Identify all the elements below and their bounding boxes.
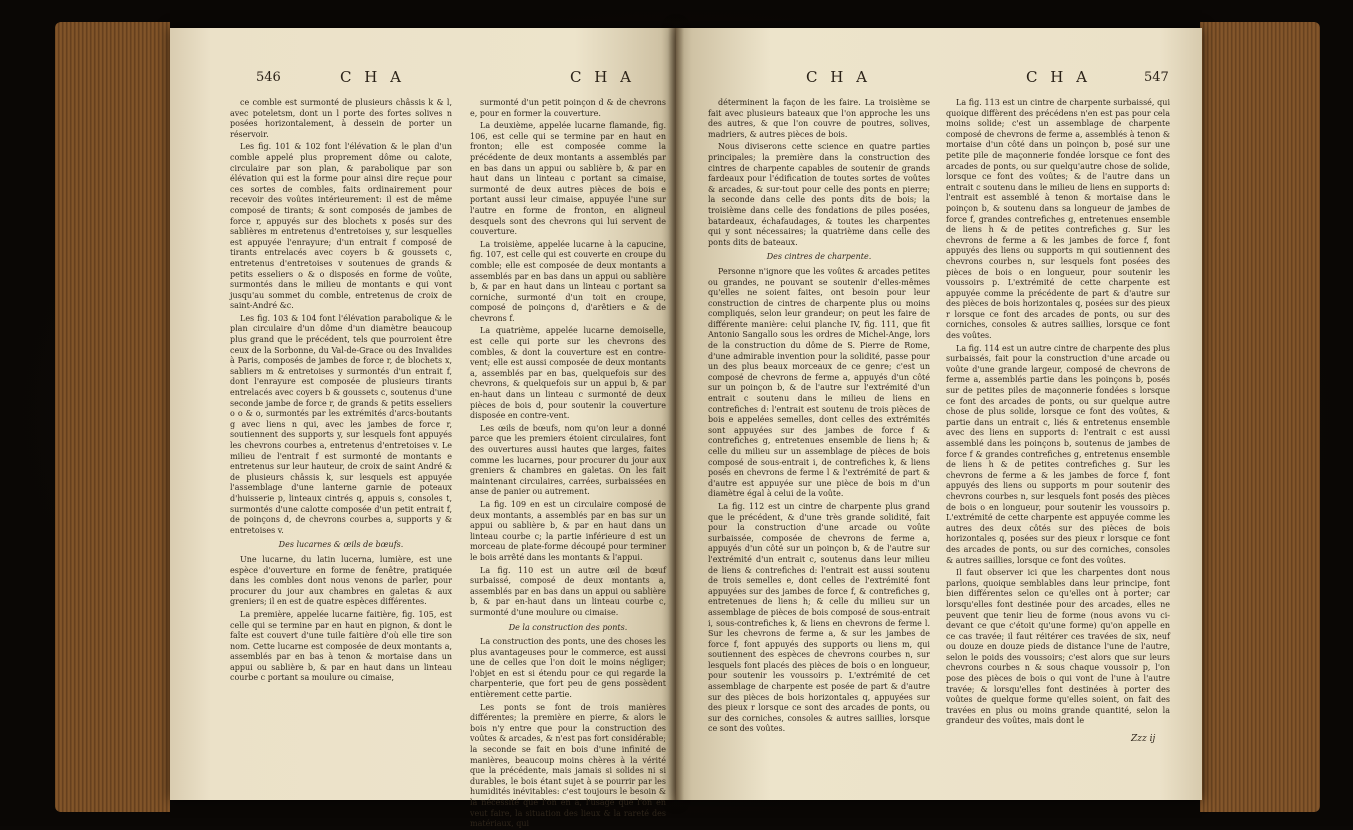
page-number-left: 546 [256,70,281,85]
paragraph: La première, appelée lucarne faitière, fig. 105, est celle qui se termine par en haut en pignon, & dont le faîte est couvert d'une tuile faitière d'où elle tire son nom. Cette lucarne est composée de deux montants a, assemblés par en bas à tenon & mortaise dans un appui ou sablière b, & par en haut dans un linteau courbe c portant sa moulure ou cimaise, [230,609,452,683]
book-gutter [668,28,684,800]
paragraph: La quatrième, appelée lucarne demoiselle, est celle qui porte sur les chevrons des combles, & dont la couverture est en contre-vent; elle est aussi composée de deux montants a, assemblés par en bas, quelquefois sur des chevrons, & quelquefois sur un appui b, & par en-haut dans un linteau c surmonté de deux pièces de bois d, pour soutenir la couverture disposée en contre-vent. [470,326,666,421]
paragraph: déterminent la façon de les faire. La troisième se fait avec plusieurs bateaux que l'on approche les uns des autres, & que l'on couvre de poutres, solives, madriers, & autres pièces de bois. [708,98,930,139]
paragraph: Personne n'ignore que les voûtes & arcades petites ou grandes, ne pouvant se soutenir d'elles-mêmes qu'elles ne soient faites, ont besoin pour leur construction de cintres de charpente plus ou moins compliqués, selon leur grandeur; on peut les faire de différente manière: celui planche IV, fig. 111, que fit Antonio Sangallo sous les ordres de Michel-Ange, lors de la construction du dôme de S. Pierre de Rome, d'une admirable invention pour la solidité, passe pour un des plus beaux morceaux de ce genre; c'est un composé de chevrons de ferme a, appuyés d'un côté sur un poinçon b, & de l'autre sur l'extrémité d'un entrait c soutenu dans le milieu de liens en contrefiches d: l'entrait est soutenu de trois pièces de bois e appelées semelles, dont celles des extrémités sont appuyées sur des jambes de force f & contrefiches g, entretenues ensemble de liens h; & celle du milieu sur un assemblage de pièces de bois composé de sous-entrait i, de contrefiches k, & liens posés en chevrons de ferme l & l'extrémité de part & d'autre est appuyée sur une pièce de bois m d'un diamètre égal à celui de la voûte. [708,266,930,499]
left-column-2 [470,98,666,829]
left-page [170,28,676,829]
left-column-1 [230,98,452,728]
paragraph: Les œils de bœufs, nom qu'on leur a donné parce que les premiers étoient circulaires, font des ouvertures aussi hautes que larges, faites comme les lucarnes, pour procurer du jour aux greniers & chambres en galetas. On les fait maintenant circulaires, carrées, surbaissées en anse de panier ou autrement. [470,423,666,497]
page-number-right: 547 [1144,70,1169,85]
paragraph: La fig. 113 est un cintre de charpente surbaissé, qui quoique diffèrent des précédens n'en est pas pour cela moins solide; c'est un assemblage de charpente composé de chevrons de ferme a, assemblés à tenon & mortaise d'un côté dans un poinçon b, posé sur une petite pile de maçonnerie fondée lorsque ce font des arcades de ponts, ou sur quelqu'autre chose de solide, lorsque ce font des voûtes; & de l'autre dans un entrait c soutenu dans le milieu de liens en supports d: l'entrait est assemblé à tenon & mortaise dans le poinçon b, & soutenu dans sa longueur de jambes de force f, grandes contrefiches g, entretenues ensemble de liens h & de petites contrefiches g. Sur les chevrons de ferme a & les jambes de force f, font appuyés des liens ou supports m qui soutiennent des chevrons courbes n, sur lesquels font posées des pièces de bois o en longueur, pour soutenir les voussoirs p. L'extrémité de cette charpente est appuyée comme la précédente de part & d'autre sur des pièces de bois horizontales q, posées sur des pieux r lorsque ce font des arcades de ponts, ou sur des corniches, consoles & autres saillies, lorsque ce font des voûtes. [946,98,1170,341]
section-heading: De la construction des ponts. [508,622,628,632]
running-head-right-2: C H A [1026,68,1091,86]
paragraph: La fig. 110 est un autre œil de bœuf surbaissé, composé de deux montants a, assemblés par en bas dans un appui ou sablière b, & par en-haut dans un linteau courbe c, surmonté d'une moulure ou cimaise. [470,565,666,617]
right-page [676,28,1202,800]
paragraph: Les ponts se font de trois manières différentes; la première en pierre, & alors le bois n'y entre que pour la construction des voûtes & arcades, & n'est pas fort considérable; la seconde se fait en bois d'une infinité de manières, beaucoup moins chères à la vérité que la précédente, mais jamais si solides ni si durables, le bois étant sujet à se pourrir par les humidités inévitables: c'est toujours le besoin & la nécessité que l'on en a, l'usage que l'on en veut faire, la situation des lieux & la rareté des matériaux, qui [470,702,666,829]
book-cover-left [55,22,170,812]
paragraph: La troisième, appelée lucarne à la capucine, fig. 107, est celle qui est couverte en croupe du comble; elle est composée de deux montants a assemblés par en bas dans un appui ou sablière b, & par en haut dans un linteau c portant sa corniche, surmonté d'un toit en croupe, composé de poinçons d, d'arêtiers e & de chevrons f. [470,239,666,323]
paragraph: La fig. 109 en est un circulaire composé de deux montants, a assemblés par en bas sur un appui ou sablière b, & par en haut dans un linteau courbe c; la partie inférieure d est un morceau de plate-forme découpé pour terminer le bois arrêté dans les montants & l'appui. [470,499,666,562]
section-heading: Des lucarnes & œils de bœufs. [278,540,404,550]
right-column-2 [946,98,1170,728]
section-heading: Des cintres de charpente. [766,252,872,262]
paragraph: Il faut observer ici que les charpentes dont nous parlons, quoique semblables dans leur principe, font bien différentes selon ce qu'elles ont à porter; car lorsqu'elles font destinée pour des arcades, elles ne peuvent que tenir lieu de forme (nous avons vu ci-devant ce que c'étoit qu'une forme) qu'on appelle en ce cas travée; il faut réitérer ces travées de six, neuf ou douze en douze pieds de distance l'une de l'autre, selon le poids des voussoirs; c'est alors que sur leurs chevrons courbes n & sous chaque voussoir p, l'on pose des pièces de bois o qui vont de l'une à l'autre travée; & lorsqu'elles font destinées à porter des voûtes de quelque forme qu'elles soient, on fait des travées en plus ou moins grande quantité, selon la grandeur des voûtes, mais dont le [946,568,1170,726]
signature-mark: Zzz ij [1131,734,1156,744]
paragraph: ce comble est surmonté de plusieurs châssis k & l, avec poteletsm, dont un l porte des fortes solives n posées horizontalement, à dessein de porter un réservoir. [230,98,452,139]
running-head-left-1: C H A [340,68,405,86]
book-cover-right [1200,22,1320,812]
running-head-right-1: C H A [806,68,871,86]
paragraph: surmonté d'un petit poinçon d & de chevrons e, pour en former la couverture. [470,98,666,118]
paragraph: Une lucarne, du latin lucerna, lumière, est une espèce d'ouverture en forme de fenêtre, pratiquée dans les combles dont nous venons de parler, pour procurer du jour aux chambres en galetas & aux greniers; il en est de quatre espèces différentes. [230,554,452,607]
running-head-left-2: C H A [570,68,635,86]
paragraph: La construction des ponts, une des choses les plus avantageuses pour le commerce, est aussi une de celles que l'on doit le moins négliger; l'objet en est si étendu pour ce qui regarde la charpenterie, que fort peu de gens possèdent entièrement cette partie. [470,637,666,700]
paragraph: Nous diviserons cette science en quatre parties principales; la première dans la construction des cintres de charpente capables de soutenir de grands fardeaux pour l'édification de toutes sortes de voûtes & arcades, & sur-tout pour celle des ponts en pierre; la seconde dans celle des ponts dits de bois; la troisième dans celle des fondations de piles posées, batardeaux, échafaudages, & toutes les charpentes qui y sont nécessaires; la quatrième dans celle des ponts dits de bateaux. [708,142,930,247]
paragraph: Les fig. 101 & 102 font l'élévation & le plan d'un comble appelé plus proprement dôme ou calote, circulaire par son plan, & parabolique par son élévation qui est la forme pour ainsi dire reçue pour ces sortes de combles, faits ordinairement pour recevoir des voûtes intérieurement: il est de même composé de tirants; & sont composés de jambes de force r, appuyés sur des blochets x posés sur des sablières m entretenus d'entretoises y, sur lesquelles est appuyée l'enrayure; d'un entrait f composé de tirants entrelacés avec coyers b & goussets c, entretenus d'entretoises v soutenues de grands & petits esseliers o & o disposés en forme de voûte, surmontés dans le milieu de montants e qui vont jusqu'au sommet du comble, entretenus de croix de saint-André &c. [230,142,452,311]
paragraph: Les fig. 103 & 104 font l'élévation parabolique & le plan circulaire d'un dôme d'un diamètre beaucoup plus grand que le précédent, tels que pourroient être ceux de la Sorbonne, du Val-de-Grace ou des Invalides à Paris, composés de jambes de force r, de blochets x, sabliers m & entretoises y surmontés d'un entrait f, dont l'enrayure est composée de plusieurs tirants entrelacés avec coyers b & goussets c, soutenus d'une seconde jambe de force r, de grands & petits esseliers o o & o, surmontés par les extrémités d'arcs-boutants g avec liens n qui, avec les jambes de force r, soutiennent des supports y, sur lesquels font appuyés les chevrons courbes a, entretenus d'entretoises v. Le milieu de l'entrait f est surmonté de montants e entretenus sur leur hauteur, de croix de saint André & de plusieurs châssis k, sur lesquels est appuyée l'assemblage d'une lanterne garnie de poteaux d'huisserie p, linteaux cintrés q, appuis s, consoles t, surmontés d'une calotte composée d'un petit entrait f, de poinçons d, de chevrons courbes a, supports y & entretoises v. [230,313,452,535]
right-column-1 [708,98,930,734]
paragraph: La fig. 114 est un autre cintre de charpente des plus surbaissés, fait pour la construction d'une arcade ou voûte d'une grande largeur, composé de chevrons de ferme a, assemblés partie dans les poinçons b, posés sur de petites piles de maçonnerie fondées s lorsque ce font des arcades de ponts, ou sur quelque autre chose de plus solide, lorsque ce font des voûtes, & partie dans un entrait c, liés & entretenus ensemble avec des liens en supports d: l'entrait c est aussi assemblé dans les poinçons b, soutenus de jambes de force f & grandes contrefiches g, entretenus ensemble de liens h & de petites contrefiches g. Sur les chevrons de ferme a & les jambes de force f, font appuyés des liens ou supports m pour soutenir des chevrons courbes n, sur lesquels font posés des pièces de bois o en longueur, pour soutenir les voussoirs p. L'extrémité de cette charpente est appuyée comme les autres des deux côtés sur des pièces de bois horizontales q, posées sur des pieux r lorsque ce font des arcades de ponts, ou sur des corniches, consoles & autres saillies, lorsque ce font des voûtes. [946,343,1170,565]
paragraph: La fig. 112 est un cintre de charpente plus grand que le précédent, & d'une très grande solidité, fait pour la construction d'une arcade ou voûte surbaissée, composée de chevrons de ferme a, appuyés d'un côté sur un poinçon b, & de l'autre sur l'extrémité d'un entrait c, soutenus dans leur milieu de liens & contrefiches d: l'entrait est aussi soutenu de trois semelles e, dont celles de l'extrémité font appuyées sur des jambes de force f, & contrefiches g, entretenues de liens h; & celle du milieu sur un assemblage de pièces de bois composé de sous-entrait i, sous-contrefiches k, & liens en chevrons de ferme l. Sur les chevrons de ferme a, & sur les jambes de force f, font appuyés des supports ou liens m, qui soutiennent des espèces de chevrons courbes n, sur lesquels font placés des pièces de bois o en longueur, pour soutenir les voussoirs p. L'extrémité de cet assemblage de charpente est posée de part & d'autre sur des pièces de bois horizontales q, appuyées sur des pieux r lorsque ce sont des arcades de ponts, ou sur des corniches, consoles & autres saillies, lorsque ce sont des voûtes. [708,501,930,734]
paragraph: La deuxième, appelée lucarne flamande, fig. 106, est celle qui se termine par en haut en fronton; elle est composée comme la précédente de deux montants a assemblés par en bas dans un appui ou sablière b, & par en haut dans un linteau c portant sa cimaise, surmonté de deux autres pièces de bois e portant aussi leur cimaise, appuyée l'une sur l'autre en forme de fronton, en aligneul desquels sont des chevrons qui lui servent de couverture. [470,121,666,237]
